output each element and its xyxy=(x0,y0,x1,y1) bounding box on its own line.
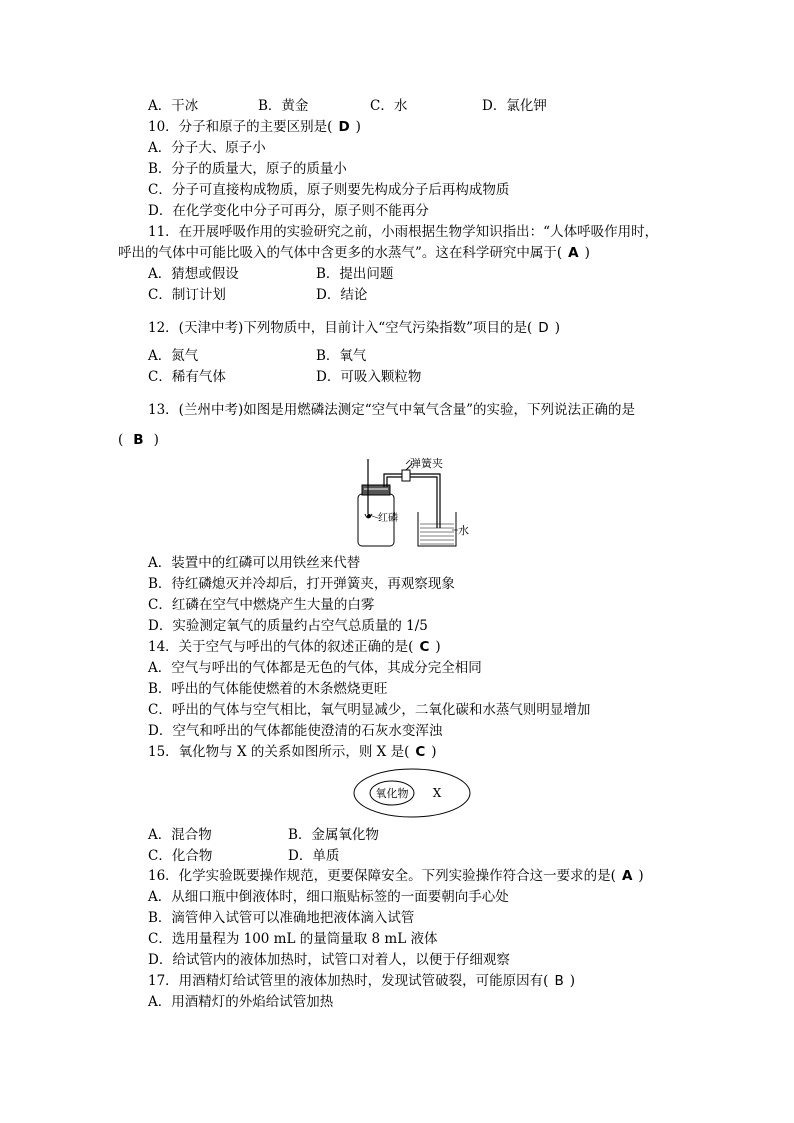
q13-answer: B xyxy=(133,432,144,448)
q10-option-c: C．分子可直接构成物质，原子则要先构成分子后再构成物质 xyxy=(148,182,510,198)
q11-option-a: A．猜想或假设 xyxy=(148,266,239,282)
label-water: 水 xyxy=(458,524,469,537)
q16-option-c: C．选用量程为 100 mL 的量筒量取 8 mL 液体 xyxy=(148,931,438,947)
label-oxide: 氧化物 xyxy=(375,787,409,800)
q10-option-b: B．分子的质量大，原子的质量小 xyxy=(148,161,347,177)
q13-option-c: C．红磷在空气中燃烧产生大量的白雾 xyxy=(148,597,375,613)
outer-ellipse xyxy=(354,769,470,817)
q17-answer: B xyxy=(554,973,564,989)
q15-answer: C xyxy=(415,744,426,760)
q14-stem: 14．关于空气与呼出的气体的叙述正确的是( C ) xyxy=(148,639,441,655)
q15-option-c: C．化合物 xyxy=(148,848,213,864)
q16-answer: A xyxy=(621,868,633,884)
q16-option-a: A．从细口瓶中倒液体时，细口瓶贴标签的一面要朝向手心处 xyxy=(148,889,509,905)
q10-answer: D xyxy=(338,119,350,135)
q10-option-a: A．分子大、原子小 xyxy=(148,140,266,156)
q15-option-d: D．单质 xyxy=(288,848,340,864)
q11-stem-line2: 呼出的气体中可能比吸入的气体中含更多的水蒸气”。这在科学研究中属于( A ) xyxy=(118,245,590,261)
clamp-shape xyxy=(402,470,410,481)
q11-option-c: C．制订计划 xyxy=(148,287,226,303)
q15-venn-figure xyxy=(352,767,472,819)
q11-answer: A xyxy=(568,245,579,261)
q14-option-a: A．空气与呼出的气体都是无色的气体，其成分完全相同 xyxy=(148,660,482,676)
q15-option-b: B．金属氧化物 xyxy=(288,827,379,843)
q11-option-d: D．结论 xyxy=(316,287,368,303)
q10-stem: 10．分子和原子的主要区别是( D ) xyxy=(148,119,361,135)
q12-answer: D xyxy=(538,320,549,336)
q17-stem: 17．用酒精灯给试管里的液体加热时，发现试管破裂，可能原因有( B ) xyxy=(148,973,575,989)
q9-option-b: B．黄金 xyxy=(258,98,309,114)
stopper-shape xyxy=(362,485,390,495)
q11-stem-line1: 11．在开展呼吸作用的实验研究之前，小雨根据生物学知识指出：“人体呼吸作用时， xyxy=(148,224,659,240)
q13-option-b: B．待红磷熄灭并冷却后，打开弹簧夹，再观察现象 xyxy=(148,576,455,592)
q13-option-a: A．装置中的红磷可以用铁丝来代替 xyxy=(148,555,361,571)
q16-option-b: B．滴管伸入试管可以准确地把液体滴入试管 xyxy=(148,910,415,926)
phosphorus-dot xyxy=(367,514,371,518)
q9-option-d: D．氯化钾 xyxy=(482,98,547,114)
q14-option-d: D．空气和呼出的气体都能使澄清的石灰水变浑浊 xyxy=(148,723,443,739)
q14-option-c: C．呼出的气体与空气相比，氧气明显减少，二氧化碳和水蒸气则明显增加 xyxy=(148,702,591,718)
q16-stem: 16．化学实验既要操作规范，更要保障安全。下列实验操作符合这一要求的是( A ) xyxy=(148,868,644,884)
label-clamp: 弹簧夹 xyxy=(410,457,443,470)
q15-option-a: A．混合物 xyxy=(148,827,212,843)
q13-apparatus-figure xyxy=(348,454,478,550)
q13-stem: 13．(兰州中考)如图是用燃磷法测定“空气中氧气含量”的实验，下列说法正确的是 xyxy=(148,402,636,418)
q12-option-b: B．氧气 xyxy=(316,348,367,364)
q15-stem: 15．氧化物与 X 的关系如图所示，则 X 是( C ) xyxy=(148,744,437,760)
q14-answer: C xyxy=(419,639,430,655)
q13-answer-line: ( B ) xyxy=(118,432,159,448)
q13-option-d: D．实验测定氧气的质量约占空气总质量的 1/5 xyxy=(148,618,428,634)
q17-option-a: A．用酒精灯的外焰给试管加热 xyxy=(148,994,334,1010)
q9-option-a: A．干冰 xyxy=(148,98,199,114)
q16-option-d: D．给试管内的液体加热时，试管口对着人，以便于仔细观察 xyxy=(148,952,510,968)
q14-option-b: B．呼出的气体能使燃着的木条燃烧更旺 xyxy=(148,681,388,697)
q10-option-d: D．在化学变化中分子可再分，原子则不能再分 xyxy=(148,203,429,219)
q12-option-d: D．可吸入颗粒物 xyxy=(316,369,422,385)
q11-option-b: B．提出问题 xyxy=(316,266,394,282)
label-phosphorus: 红磷 xyxy=(378,513,398,524)
q12-option-c: C．稀有气体 xyxy=(148,369,226,385)
label-x: X xyxy=(432,786,442,800)
q9-option-c: C．水 xyxy=(370,98,408,114)
q12-option-a: A．氮气 xyxy=(148,348,199,364)
q12-stem: 12．(天津中考)下列物质中，目前计入“空气污染指数”项目的是( D ) xyxy=(148,320,560,336)
